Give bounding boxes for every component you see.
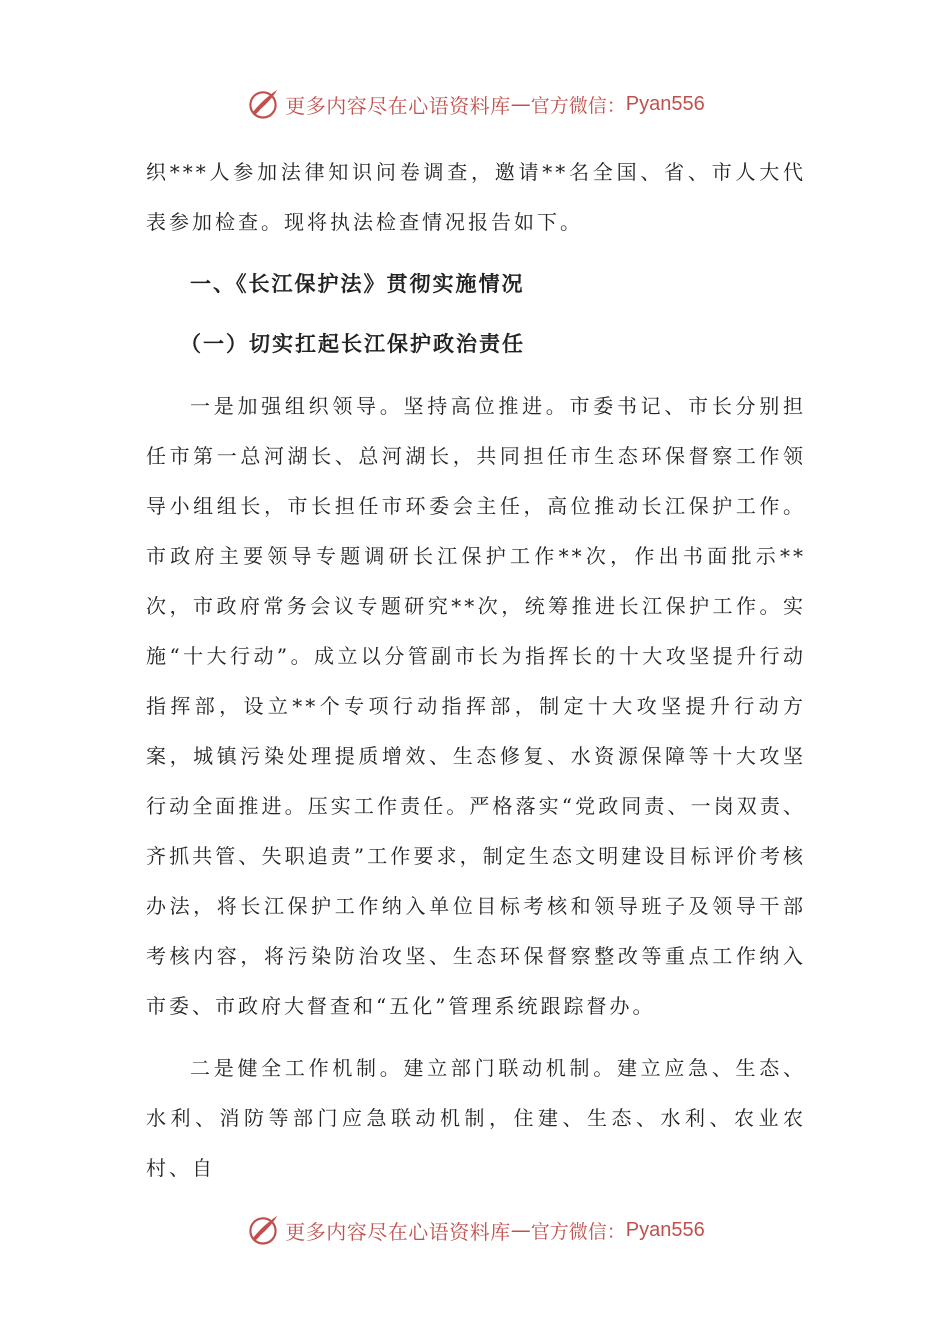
paragraph-two: 二是健全工作机制。建立部门联动机制。建立应急、生态、水利、消防等部门应急联动机制，住建、生态、水利、农业农村、自: [146, 1056, 806, 1180]
banner-site-text: 更多内容尽在心语资料库: [285, 1219, 511, 1244]
header-banner: [0, 84, 950, 124]
quill-pen-circle-icon: [245, 1212, 281, 1248]
banner-wechat-label: 官方微信：: [530, 1220, 626, 1243]
banner-wechat-id: Pyan556: [625, 92, 705, 115]
banner-site-text: 更多内容尽在心语资料库: [285, 93, 511, 118]
paragraph-one: 一是加强组织领导。坚持高位推进。市委书记、市长分别担任市第一总河湖长、总河湖长，共同担任市生态环保督察工作领导小组组长，市长担任市环委会主任，高位推动长江保护工作。市政府主要领导专题调研长江保护工作**次，作出书面批示**次，市政府常务会议专题研究**次，统筹推进长江保护工作。实施“十大行动”。成立以分管副市长为指挥长的十大攻坚提升行动指挥部，设立**个专项行动指挥部，制定十大攻坚提升行动方案，城镇污染处理提质增效、生态修复、水资源保障等十大攻坚行动全面推进。压实工作责任。严格落实“党政同责、一岗双责、齐抓共管、失职追责”工作要求，制定生态文明建设目标评价考核办法，将长江保护工作纳入单位目标考核和领导班子及领导干部考核内容，将污染防治攻坚、生态环保督察整改等重点工作纳入市委、市政府大督查和“五化”管理系统跟踪督办。: [146, 394, 806, 1018]
banner-wechat-id: Pyan556: [625, 1218, 705, 1241]
section-heading: 一、《长江保护法》贯彻实施情况: [190, 272, 525, 296]
intro-paragraph: 织***人参加法律知识问卷调查，邀请**名全国、省、市人大代表参加检查。现将执法检查情况报告如下。: [146, 160, 806, 234]
banner-wechat-label: 官方微信：: [530, 94, 626, 117]
subsection-heading: （一）切实扛起长江保护政治责任: [180, 332, 525, 356]
banner-separator: —: [510, 92, 531, 116]
footer-banner: [0, 1210, 950, 1250]
banner-separator: —: [510, 1218, 531, 1242]
document-body: [146, 147, 806, 1193]
quill-pen-circle-icon: [245, 86, 281, 122]
